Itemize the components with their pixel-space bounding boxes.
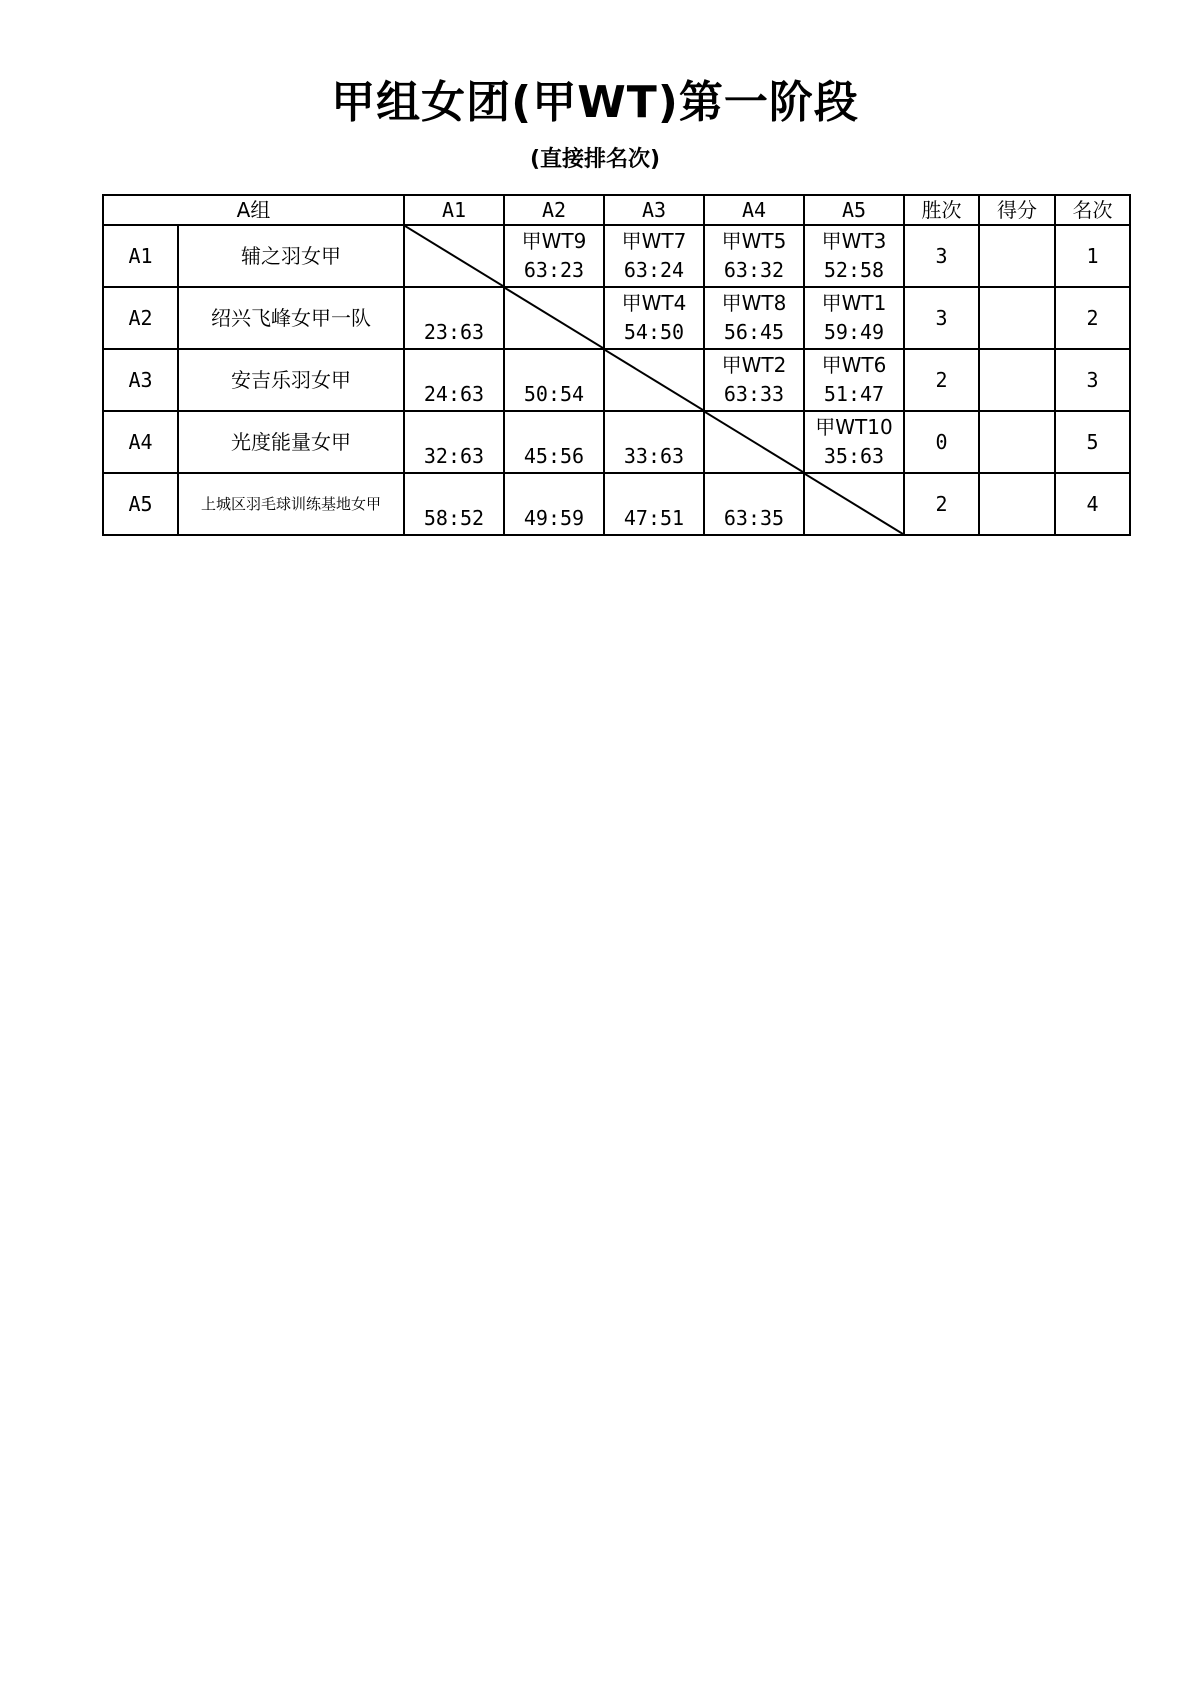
col-header-a2: A2 — [504, 195, 604, 225]
points-header: 得分 — [979, 195, 1055, 225]
match-cell-content — [405, 288, 503, 348]
match-score: 63:24 — [623, 258, 685, 282]
match-id: 甲WT4 — [621, 291, 687, 315]
match-score: 33:63 — [623, 444, 685, 468]
rank-cell: 2 — [1055, 287, 1130, 349]
wins-cell: 0 — [904, 411, 979, 473]
match-id: 甲WT8 — [721, 291, 787, 315]
match-score: 63:32 — [723, 258, 785, 282]
table-row — [103, 411, 1130, 473]
diagonal-slash — [405, 226, 503, 286]
seed-cell: A3 — [103, 349, 178, 411]
match-cell — [604, 411, 704, 473]
match-score: 63:35 — [723, 506, 785, 530]
match-id: 甲WT10 — [815, 415, 893, 439]
match-cell-content — [705, 474, 803, 534]
match-score: 52:58 — [823, 258, 885, 282]
match-score: 51:47 — [823, 382, 885, 406]
match-cell — [404, 411, 504, 473]
match-cell — [504, 473, 604, 535]
match-score: 45:56 — [523, 444, 585, 468]
match-id: 甲WT5 — [721, 229, 787, 253]
team-name-cell: 上城区羽毛球训练基地女甲 — [178, 473, 404, 535]
match-cell — [804, 411, 904, 473]
points-cell — [979, 473, 1055, 535]
diagonal-cell — [804, 473, 904, 535]
match-cell-content — [605, 412, 703, 472]
match-cell-content — [505, 474, 603, 534]
match-cell — [604, 473, 704, 535]
diagonal-slash — [605, 350, 703, 410]
round-robin-table — [102, 194, 1131, 536]
match-cell-content — [405, 474, 503, 534]
table-row — [103, 225, 1130, 287]
table-row — [103, 349, 1130, 411]
match-cell-content — [505, 350, 603, 410]
seed-cell: A1 — [103, 225, 178, 287]
match-cell — [504, 349, 604, 411]
points-cell — [979, 411, 1055, 473]
diagonal-slash — [505, 288, 603, 348]
match-cell-content — [805, 412, 903, 472]
diagonal-cell — [604, 349, 704, 411]
match-score: 56:45 — [723, 320, 785, 344]
match-cell — [804, 287, 904, 349]
wins-cell: 2 — [904, 349, 979, 411]
wins-header: 胜次 — [904, 195, 979, 225]
diagonal-cell — [704, 411, 804, 473]
match-cell — [404, 287, 504, 349]
match-score: 32:63 — [423, 444, 485, 468]
match-cell-content — [805, 288, 903, 348]
match-cell — [604, 225, 704, 287]
match-id: 甲WT9 — [521, 229, 587, 253]
page-title: 甲组女团(甲WT)第一阶段 — [331, 77, 859, 128]
group-label-header: A组 — [103, 195, 404, 225]
match-cell-content — [605, 474, 703, 534]
col-header-a5: A5 — [804, 195, 904, 225]
match-score: 49:59 — [523, 506, 585, 530]
wins-cell: 3 — [904, 287, 979, 349]
match-score: 50:54 — [523, 382, 585, 406]
match-score: 35:63 — [823, 444, 885, 468]
match-cell-content — [805, 226, 903, 286]
match-cell — [804, 349, 904, 411]
rank-cell: 1 — [1055, 225, 1130, 287]
page-subtitle: (直接排名次) — [529, 147, 661, 172]
points-cell — [979, 225, 1055, 287]
table-row — [103, 473, 1130, 535]
points-cell — [979, 287, 1055, 349]
match-score: 54:50 — [623, 320, 685, 344]
match-cell — [704, 349, 804, 411]
match-cell — [704, 287, 804, 349]
diagonal-slash — [705, 412, 803, 472]
team-name-cell: 绍兴飞峰女甲一队 — [178, 287, 404, 349]
team-name-cell: 光度能量女甲 — [178, 411, 404, 473]
team-name-cell: 安吉乐羽女甲 — [178, 349, 404, 411]
match-id: 甲WT2 — [721, 353, 787, 377]
points-cell — [979, 349, 1055, 411]
rank-cell: 5 — [1055, 411, 1130, 473]
match-cell-content — [505, 226, 603, 286]
match-cell-content — [605, 288, 703, 348]
match-cell — [704, 473, 804, 535]
match-score: 23:63 — [423, 320, 485, 344]
match-cell-content — [405, 350, 503, 410]
wins-cell: 3 — [904, 225, 979, 287]
header-row — [103, 195, 1130, 225]
rank-cell: 4 — [1055, 473, 1130, 535]
match-cell-content — [705, 288, 803, 348]
match-cell — [404, 349, 504, 411]
match-cell-content — [605, 226, 703, 286]
match-cell — [504, 411, 604, 473]
col-header-a3: A3 — [604, 195, 704, 225]
wins-cell: 2 — [904, 473, 979, 535]
match-cell — [404, 473, 504, 535]
seed-cell: A5 — [103, 473, 178, 535]
rank-cell: 3 — [1055, 349, 1130, 411]
match-cell — [804, 225, 904, 287]
match-score: 47:51 — [623, 506, 685, 530]
seed-cell: A2 — [103, 287, 178, 349]
col-header-a4: A4 — [704, 195, 804, 225]
match-id: 甲WT6 — [821, 353, 887, 377]
match-cell-content — [805, 350, 903, 410]
match-score: 63:23 — [523, 258, 585, 282]
diagonal-cell — [504, 287, 604, 349]
match-cell-content — [705, 226, 803, 286]
match-id: 甲WT7 — [621, 229, 687, 253]
match-id: 甲WT3 — [821, 229, 887, 253]
match-cell-content — [705, 350, 803, 410]
diagonal-cell — [404, 225, 504, 287]
match-score: 24:63 — [423, 382, 485, 406]
match-cell-content — [405, 412, 503, 472]
match-cell — [604, 287, 704, 349]
team-name-cell: 辅之羽女甲 — [178, 225, 404, 287]
match-score: 58:52 — [423, 506, 485, 530]
diagonal-slash — [805, 474, 903, 534]
rank-header: 名次 — [1055, 195, 1130, 225]
col-header-a1: A1 — [404, 195, 504, 225]
match-id: 甲WT1 — [821, 291, 887, 315]
match-cell — [504, 225, 604, 287]
match-score: 63:33 — [723, 382, 785, 406]
match-score: 59:49 — [823, 320, 885, 344]
match-cell-content — [505, 412, 603, 472]
seed-cell: A4 — [103, 411, 178, 473]
table-row — [103, 287, 1130, 349]
match-cell — [704, 225, 804, 287]
